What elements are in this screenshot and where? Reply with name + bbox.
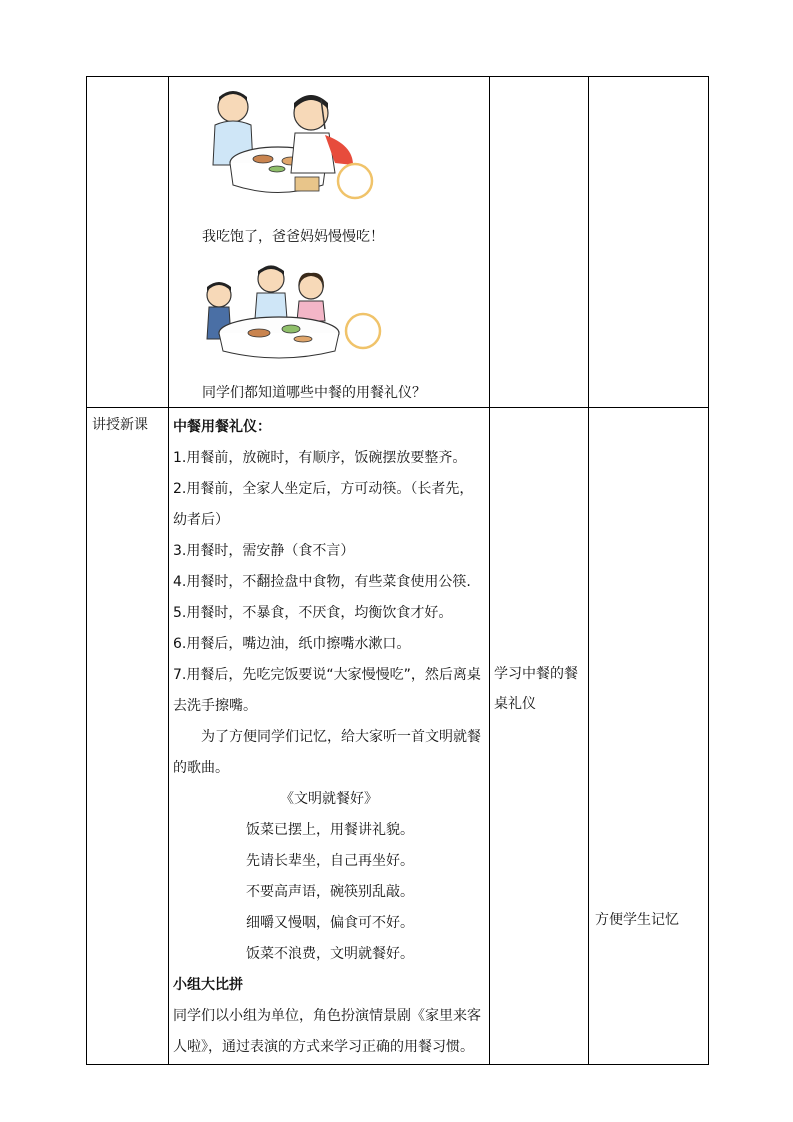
lesson-plan-table — [86, 76, 709, 1065]
etiquette-item: 1.用餐前，放碗时，有顺序，饭碗摆放要整齐。 — [173, 450, 467, 466]
content-cell — [169, 408, 490, 1065]
poem-line: 细嚼又慢咽，偏食可不好。 — [246, 915, 414, 931]
etiquette-item: 3.用餐时，需安静（食不言） — [173, 543, 355, 559]
intent-cell — [589, 408, 709, 1065]
section-heading: 中餐用餐礼仪： — [173, 419, 271, 435]
stage-label: 讲授新课 — [92, 417, 148, 433]
goal-cell-empty — [490, 77, 589, 408]
group-heading: 小组大比拼 — [173, 977, 243, 993]
family-meal-illustration — [199, 257, 389, 365]
goal-text: 学习中餐的餐桌礼仪 — [494, 666, 578, 712]
poem-line: 不要高声语，碗筷别乱敲。 — [246, 884, 414, 900]
intent-text: 方便学生记忆 — [595, 912, 679, 928]
question-sentence: 同学们都知道哪些中餐的用餐礼仪？ — [202, 385, 426, 401]
etiquette-item: 5.用餐时，不暴食，不厌食，均衡饮食才好。 — [173, 605, 453, 621]
poem-title: 《文明就餐好》 — [280, 791, 378, 807]
content-cell-images — [169, 77, 490, 408]
etiquette-item: 2.用餐前，全家人坐定后，方可动筷。（长者先，幼者后） — [173, 481, 474, 528]
poem-line: 先请长辈坐，自己再坐好。 — [246, 853, 414, 869]
poem-line: 饭菜已摆上，用餐讲礼貌。 — [246, 822, 414, 838]
etiquette-item: 7.用餐后，先吃完饭要说“大家慢慢吃”，然后离桌去洗手擦嘴。 — [173, 667, 481, 714]
intro-paragraph: 为了方便同学们记忆，给大家听一首文明就餐的歌曲。 — [173, 729, 481, 776]
dialogue-sentence: 我吃饱了，爸爸妈妈慢慢吃！ — [202, 229, 384, 245]
intent-cell-empty — [589, 77, 709, 408]
stage-cell — [87, 408, 169, 1065]
group-paragraph: 同学们以小组为单位，角色扮演情景剧《家里来客人啦》，通过表演的方式来学习正确的用餐习惯。 — [173, 1008, 481, 1055]
table-row — [87, 77, 709, 408]
goal-cell — [490, 408, 589, 1065]
etiquette-item: 4.用餐时，不翻捡盘中食物，有些菜食使用公筷. — [173, 574, 471, 590]
poem-line: 饭菜不浪费，文明就餐好。 — [246, 946, 414, 962]
family-dinner-illustration — [203, 85, 393, 205]
etiquette-item: 6.用餐后，嘴边油，纸巾擦嘴水漱口。 — [173, 636, 411, 652]
stage-cell-empty — [87, 77, 169, 408]
table-row — [87, 408, 709, 1065]
